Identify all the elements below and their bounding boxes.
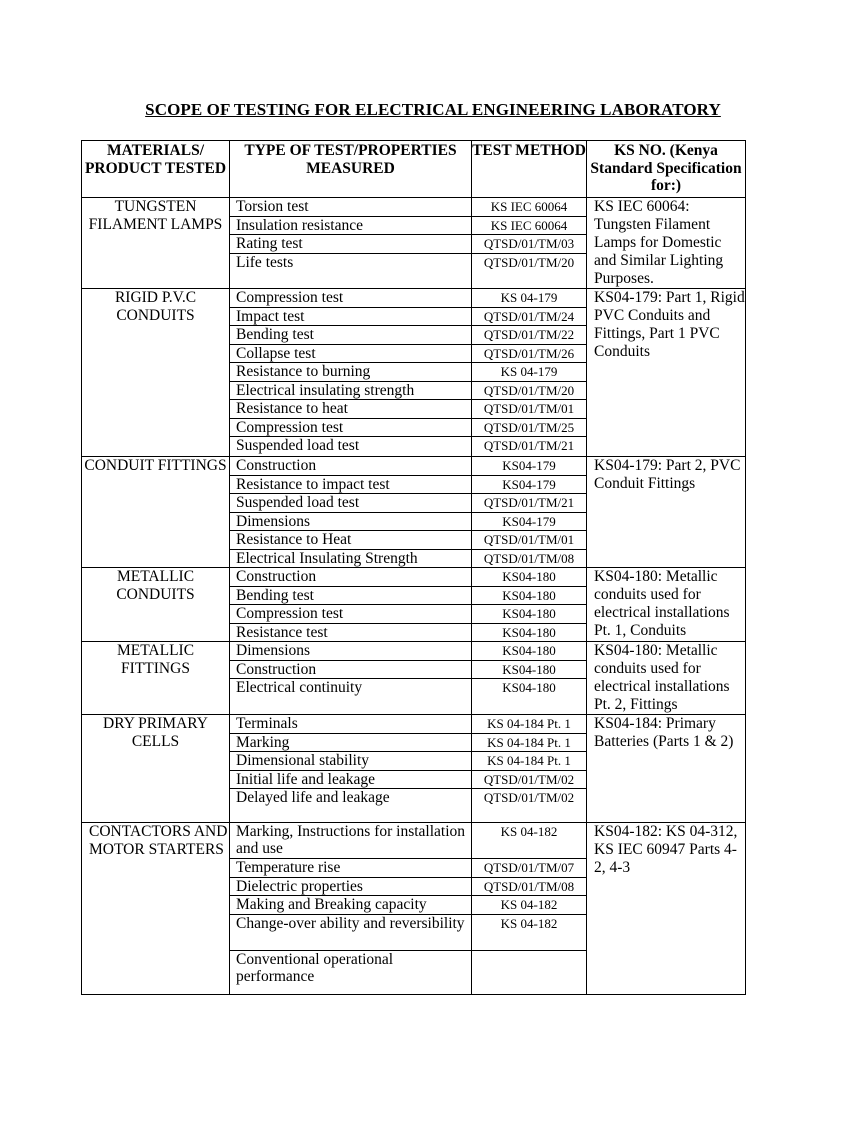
test-method-item: KS04-180	[472, 661, 586, 680]
ks-standard-cell: KS04-179: Part 2, PVC Conduit Fittings	[587, 457, 746, 568]
test-method-item: KS IEC 60064	[472, 217, 586, 236]
test-method-item: KS 04-182	[472, 915, 586, 951]
test-type-item: Electrical insulating strength	[230, 382, 471, 401]
test-method-item: KS04-180	[472, 587, 586, 606]
test-method-item: QTSD/01/TM/07	[472, 859, 586, 878]
test-method-item: QTSD/01/TM/21	[472, 494, 586, 513]
test-method-cell	[472, 642, 587, 715]
test-method-item: QTSD/01/TM/02	[472, 771, 586, 790]
test-method-item: KS04-180	[502, 624, 556, 640]
test-method-item: KS04-179	[472, 457, 586, 476]
test-type-item: Compression test	[230, 419, 471, 438]
test-type-item: Temperature rise	[230, 859, 471, 878]
test-type-item: Impact test	[230, 308, 471, 327]
header-test-type: TYPE OF TEST/PROPERTIES MEASURED	[230, 141, 472, 198]
ks-standard-cell: KS04-182: KS 04-312, KS IEC 60947 Parts 4-2, 4-3	[587, 823, 746, 995]
test-method-item: KS04-179	[472, 476, 586, 495]
test-type-item: Construction	[230, 457, 471, 476]
material-cell: METALLIC CONDUITS	[82, 568, 230, 642]
ks-standard-cell: KS04-179: Part 1, Rigid PVC Conduits and Fittings, Part 1 PVC Conduits	[587, 289, 746, 457]
test-type-item: Making and Breaking capacity	[230, 896, 471, 915]
test-type-item: Insulation resistance	[230, 217, 471, 236]
test-method-item: KS 04-179	[472, 363, 586, 382]
table-row	[82, 823, 746, 995]
test-type-item: Dimensions	[230, 642, 471, 661]
test-method-item: KS 04-182	[472, 896, 586, 915]
test-method-item: QTSD/01/TM/08	[483, 550, 575, 566]
test-type-item: Dielectric properties	[230, 878, 471, 897]
test-method-item: QTSD/01/TM/26	[472, 345, 586, 364]
test-method-cell	[472, 457, 587, 568]
test-method-item: QTSD/01/TM/21	[483, 438, 575, 453]
test-method-item: KS04-179	[472, 513, 586, 532]
test-method-cell	[472, 568, 587, 642]
test-type-item: Construction	[230, 661, 471, 680]
ks-standard-cell: KS04-180: Metallic conduits used for electrical installations Pt. 1, Conduits	[587, 568, 746, 642]
test-type-item: Compression test	[230, 605, 471, 624]
test-method-item: KS04-180	[502, 680, 556, 695]
material-cell: CONTACTORS AND MOTOR STARTERS	[82, 823, 230, 995]
test-method-cell	[472, 823, 587, 995]
test-method-item: QTSD/01/TM/20	[483, 254, 575, 270]
test-method-item: KS04-180	[472, 568, 586, 587]
header-ks-no: KS NO. (Kenya Standard Specification for:)	[587, 141, 746, 198]
test-method-cell	[472, 289, 587, 457]
table-row	[82, 642, 746, 715]
test-method-item: QTSD/01/TM/01	[472, 400, 586, 419]
test-method-cell	[472, 715, 587, 823]
test-method-cell	[472, 198, 587, 289]
test-type-item: Dimensional stability	[230, 752, 471, 771]
material-cell: RIGID P.V.C CONDUITS	[82, 289, 230, 457]
ks-standard-cell: KS04-184: Primary Batteries (Parts 1 & 2)	[587, 715, 746, 823]
table-row	[82, 457, 746, 568]
test-method-item: KS 04-184 Pt. 1	[472, 734, 586, 753]
test-type-item: Resistance to heat	[230, 400, 471, 419]
test-type-cell	[230, 568, 472, 642]
header-materials: MATERIALS/ PRODUCT TESTED	[82, 141, 230, 198]
table-row	[82, 289, 746, 457]
material-cell: DRY PRIMARY CELLS	[82, 715, 230, 823]
test-type-item: Conventional operational performance	[236, 950, 394, 985]
test-type-item: Bending test	[230, 587, 471, 606]
test-method-item: QTSD/01/TM/24	[472, 308, 586, 327]
test-method-item: KS04-180	[472, 605, 586, 624]
test-type-item: Suspended load test	[230, 494, 471, 513]
test-type-item: Change-over ability and reversibility	[230, 915, 471, 951]
test-method-item	[472, 951, 586, 986]
test-method-item: KS 04-182	[472, 823, 586, 859]
ks-standard-cell: KS IEC 60064: Tungsten Filament Lamps for Domestic and Similar Lighting Purposes.	[587, 198, 746, 289]
test-type-cell	[230, 715, 472, 823]
test-type-item: Resistance test	[236, 623, 328, 641]
test-type-item: Resistance to burning	[230, 363, 471, 382]
material-cell: TUNGSTEN FILAMENT LAMPS	[82, 198, 230, 289]
header-test-method: TEST METHOD	[472, 141, 587, 198]
test-type-item: Compression test	[230, 289, 471, 308]
test-type-cell	[230, 198, 472, 289]
test-type-item: Terminals	[230, 715, 471, 734]
test-type-item: Torsion test	[230, 198, 471, 217]
table-row	[82, 568, 746, 642]
table-header-row	[82, 141, 746, 198]
test-method-item: QTSD/01/TM/20	[472, 382, 586, 401]
test-type-cell	[230, 289, 472, 457]
test-method-item: QTSD/01/TM/03	[472, 235, 586, 254]
test-method-item: KS 04-184 Pt. 1	[472, 752, 586, 771]
test-type-item: Bending test	[230, 326, 471, 345]
test-type-item: Marking	[230, 734, 471, 753]
test-type-item: Collapse test	[230, 345, 471, 364]
test-method-item: QTSD/01/TM/08	[472, 878, 586, 897]
test-method-item: KS04-180	[472, 642, 586, 661]
test-type-item: Marking, Instructions for installation and use	[230, 823, 471, 859]
test-type-item: Life tests	[236, 253, 294, 271]
test-type-item: Rating test	[230, 235, 471, 254]
test-type-item: Delayed life and leakage	[236, 789, 390, 806]
test-type-cell	[230, 642, 472, 715]
test-type-cell	[230, 457, 472, 568]
test-method-item: KS IEC 60064	[472, 198, 586, 217]
test-method-item: QTSD/01/TM/02	[483, 790, 575, 805]
test-method-item: KS 04-179	[472, 289, 586, 308]
test-type-item: Suspended load test	[236, 437, 360, 454]
material-cell: CONDUIT FITTINGS	[82, 457, 230, 568]
test-type-cell	[230, 823, 472, 995]
test-method-item: KS 04-184 Pt. 1	[472, 715, 586, 734]
test-type-item: Electrical continuity	[236, 679, 363, 696]
test-type-item: Resistance to Heat	[230, 531, 471, 550]
test-type-item: Resistance to impact test	[230, 476, 471, 495]
table-row	[82, 715, 746, 823]
test-type-item: Dimensions	[230, 513, 471, 532]
table-row	[82, 198, 746, 289]
test-method-item: QTSD/01/TM/22	[472, 326, 586, 345]
ks-standard-cell: KS04-180: Metallic conduits used for electrical installations Pt. 2, Fittings	[587, 642, 746, 715]
test-method-item: QTSD/01/TM/25	[472, 419, 586, 438]
test-type-item: Initial life and leakage	[230, 771, 471, 790]
test-type-item: Electrical Insulating Strength	[236, 549, 418, 567]
scope-table	[81, 140, 746, 995]
test-method-item: QTSD/01/TM/01	[472, 531, 586, 550]
test-type-item: Construction	[230, 568, 471, 587]
material-cell: METALLIC FITTINGS	[82, 642, 230, 715]
page-title: SCOPE OF TESTING FOR ELECTRICAL ENGINEERING LABORATORY	[145, 100, 721, 119]
